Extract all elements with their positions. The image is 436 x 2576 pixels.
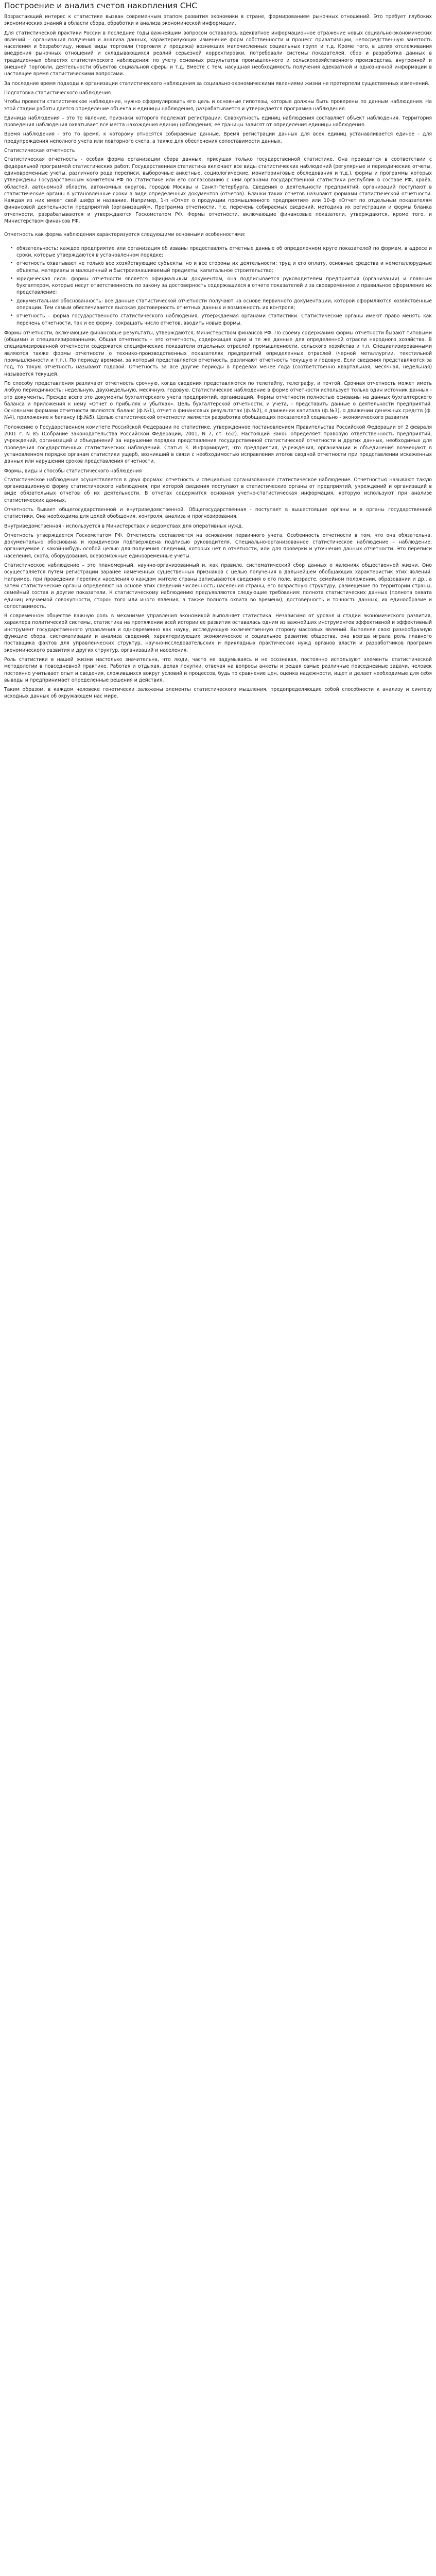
paragraph: Отчетность утверждается Госкомстатом РФ. Отчетность составляется на основании первичного учета. Особенность отчетности в том, что она обязательна, документально обоснована и юридически подтверждена подписью руководителя. Специально-организованное статистическое наблюдение – наблюдение, организуемое с какой-нибудь особой целью для получения сведений, которых нет в отчетности, или для проверки и уточнения данных отчетности. Это переписи населения, скота, оборудования, всевозможные единовременные учеты.	[4, 532, 432, 559]
paragraph: Возрастающий интерес к статистике вызван современным этапом развития экономики в стране, формированием рыночных отношений. Это требует глубоких экономических знаний в области сбора, обработки и анализа экономической информации.	[4, 14, 432, 27]
bullet-list	[4, 245, 432, 327]
spacer	[4, 227, 432, 231]
bullet-icon: •	[10, 245, 13, 251]
paragraph: Отчетность бывает общегосударственной и внутриведомственной. Общегосударственная - поступает в вышестоящие органы и в органы государственной статистики. Она необходима для целей обобщения, контроля, анализа и прогнозирования.	[4, 507, 432, 520]
spacer	[4, 241, 432, 245]
paragraph: Положение о Государственном комитете Российской Федерации по статистике, утвержденное постановлением Правительства Российской Федерации от 2 февраля 2001 г. N 85 (Собрание законодательства Российской Федерации, 2001, N 7, ст. 652). Настоящий Закон определяет правовую ответственность предприятий, учреждений, организаций и объединений за нарушение порядка представления государственной статистической отчетности и других данных, необходимых для проведения государственных статистических наблюдений. Статья 3. Информирует, что предприятия, учреждения, организации и объединения возмещают в установленном порядке органам статистики ущерб, возникший в связи с необходимостью исправления итогов сводной отчетности при представлении искаженных данных или нарушении сроков представления отчетности.	[4, 424, 432, 465]
paragraph: Таким образом, в каждом человеке генетически заложены элементы статистического мышления, предопределяющие собой способности к анализу и синтезу исходных данных об окружающем нас мире.	[4, 687, 432, 700]
paragraph: Роль статистики в нашей жизни настолько значительна, что люди, часто не задумываясь и не осознавая, постоянно используют элементы статистической методологии в повседневной практике. Работая и отдыхая, делая покупки, отвечая на вопросы анкеты и решая самые различные повседневные задачи, человек постоянно учитывает опыт и сведения, сложившихся вокруг условий и процессов, будь то сравнение цен, оценка надежности, ищет и делает необходимые для себя выводы и предпринимает определенные решения и действия.	[4, 656, 432, 683]
paragraph: Формы отчетности, включающие финансовые результаты, утверждаются, Министерством финансов РФ. По своему содержанию формы отчетности бывают типовыми (общими) и специализированными. Общая отчетность – это отчетность, содержащая одни и те же данные для определенной отрасли народного хозяйства. В специализированной отчетности содержатся специфические показатели отдельных отраслей промышленности, сельского хозяйства и т.п. Специализированными являются также формы отчетности о технико-производственных показателях предприятий определенных отраслей (черной металлургии, текстильной промышленности и т.п.). По периоду времени, за который представляется отчетность, различают отчетность текущую и годовую. Если сведения представляются за год, то такую отчетность называют годовой. Отчетность за все другие периоды в пределах менее года (соответственно квартальная, месячная, недельная) называется текущей.	[4, 330, 432, 377]
paragraph: Внутриведомственная - используется в Министерствах и ведомствах для оперативных нужд.	[4, 523, 243, 529]
list-item	[10, 276, 432, 296]
paragraph: Отчетность как форма наблюдения характеризуется следующими основными особенностями:	[4, 232, 246, 238]
paragraph: Чтобы провести статистическое наблюдение, нужно сформулировать его цель и основные гипотезы, которые должны быть проверены по данным наблюдения. На этой стадии работы дается определение объекта и единицы наблюдения, разрабатывается и утверждается программа наблюдения.	[4, 99, 432, 112]
paragraph: Для статистической практики России в последние годы важнейшим вопросом оставалось адекватное информационное отражение новых социально-экономических явлений – организация получения и анализа данных, характеризующих изменение форм собственности и процесс приватизации, непосредственную занятость населения и безработицу, новые виды торговли (торговля и продажа) возникших малочисленных социальных групп и т.д. Кроме того, в целях отслеживания внедрения рыночных отношений и складывающихся реалий серьезной корректировки, потребовали системы показателей, сбор и разработка данных в традиционных областях статистического наблюдения: по учету основных результатов промышленного и сельскохозяйственного производства, внутренней и внешней торговли, деятельности объектов социальной сферы и т.д. Вместе с тем, насущная необходимость получения адекватной и однозначной информации в настоящее время статистическими вопросами.	[4, 30, 432, 77]
paragraph: В современном обществе важную роль в механизме управления экономикой выполняет статистика. Независимо от уровня и стадии экономического развития, характера политической системы, статистика на протяжении всей истории ее развития оставалась одним из важнейших инструментов эффективной и эффективный инструмент государственного управления и одновременно как науку, исследующую количественную сторону массовых явлений. Выполняя свою разнообразную функцию сбора, систематизации и анализа сведений, характеризующих экономическое и социальное развитие общества, она всегда играла роль главного поставщика фактов для управленческих структур, научно-исследовательских и прикладных практических нужд органов власти и разработчиков программ экономического развития и других структур, организаций и населения.	[4, 613, 432, 653]
paragraph: За последние время подходы к организации статистического наблюдения за социально-экономическими явлениями жизни не претерпели существенных изменений.	[4, 80, 430, 87]
list-item	[10, 245, 432, 259]
paragraph: Единица наблюдения – это то явление, признаки которого подлежат регистрации. Совокупность единиц наблюдения составляет объект наблюдения. Территория проведения наблюдения охватывает все места нахождения единиц наблюдения; ее границы зависят от определения единицы наблюдения.	[4, 115, 432, 128]
bullet-icon: •	[10, 298, 13, 303]
list-item	[10, 298, 432, 312]
bullet-icon: •	[10, 276, 13, 281]
list-item-text: обязательность: каждое предприятие или организация об изваны предоставлять отчетные данные об определенном круге показателей по формам, в адресе и сроки, которые утверждаются в установленном порядке;	[16, 245, 432, 258]
list-item	[10, 313, 432, 327]
section-heading: Подготовка статистического наблюдения	[4, 90, 111, 96]
paragraph: Статистическое наблюдение – это планомерный, научно-организованный и, как правило, систематический сбор данных о явлениях общественной жизни. Оно осуществляется путем регистрации заранее намеченных существенных признаков с целью получения в дальнейшем обобщающих характеристик этих явлений. Например, при проведении переписи населения о каждом жителе страны записываются сведения о его поле, возрасте, семейном положении, образовании и др., а затем статистические органы определяют на основе этих сведений численность населения страны, его возрастную структуру, размещение по территории страны, семейный состав и другие показатели. К статистическому наблюдению предъявляются следующие требования: полнота статистических данных (полнота охвата единиц изучаемой совокупности, сторон того или иного явления, а также полнота охвата во времени); достоверность и точность данных; их единообразие и сопоставимость.	[4, 563, 432, 609]
list-item-text: отчетность охватывает не только все хозяйствующие субъекты, но и все стороны их деятельности: труд и его оплату, основные средства и неметаллорудные объекты, материалы и малоценный и быстроизнашиваемый предметы, капитальное строительство;	[16, 261, 432, 274]
page-title: Построение и анализ счетов накопления СНС	[4, 1, 198, 10]
article-body	[4, 13, 432, 700]
bullet-icon: •	[10, 313, 13, 319]
list-item-text: документальная обоснованность: все данные статистической отчетности получают на основе первичного документации, которой оформляются хозяйственные операции. Тем самым обеспечивается высокая достоверность отчетных данных и возможность их контроля;	[16, 298, 432, 311]
list-item	[10, 260, 432, 274]
document	[0, 0, 436, 708]
section-heading: Статистическая отчетность	[4, 148, 75, 154]
bullet-icon: •	[10, 261, 13, 266]
list-item-text: отчетность – форма государственного статистического наблюдения, утверждаемая органами статистики. Статистические органы имеют право менять как перечень отчетности, так и ее форму, сокращать число отчетов, вводить новые формы.	[16, 313, 432, 326]
paragraph: Время наблюдения - это то время, к которому относятся собираемые данные. Время регистрации данных для всех единиц устанавливается единое - для предупреждения неполного учета или повторного счета, а также для обеспечения сопоставимости данных.	[4, 131, 432, 144]
paragraph: Статистическое наблюдение осуществляется в двух формах: отчетность и специально организованное статистическое наблюдение. Отчетностью называют такую организационную форму статистического наблюдения, при которой сведения поступают в статистические органы от предприятий, учреждений и организаций в виде обязательных отчетов об их деятельности. В отчетах содержится основная учетно-статистическая информация, которую используют при анализе статистических данных.	[4, 477, 432, 503]
section-heading: Формы, виды и способы статистического наблюдения	[4, 468, 142, 474]
paragraph: По способу представления различают отчетность срочную, когда сведения представляются по телетайпу, телеграфу, и почтой. Срочная отчетность может иметь любую периодичность: недельную, двухнедельную, месячную, годовую. Статистическое наблюдение в форме отчетности использует только один источник данных - это документы. Прежде всего это документы бухгалтерского учета предприятий, организаций. Формы отчетности полностью основаны на данных бухгалтерского баланса и приложения к нему «Отчет о прибылях и убытках». Цель бухгалтерской отчетности, и учета, - представить данные о деятельности предприятий. Основными формами отчетности являются: баланс (ф.№1), отчет о финансовых результатах (ф.№2), о движении капитала (ф.№3), о движении денежных средств (ф.№4), приложение к балансу (ф.№5). Целью статистической отчетности является разработка обобщающих показателей социально - экономического развития.	[4, 380, 432, 421]
paragraph: Статистическая отчетность - особая форма организации сбора данных, присущая только государственной статистике. Она проводится в соответствии с федеральной программой статистических работ. Государственная статистика включает все виды статистических наблюдений (регулярные и периодические отчеты, единовременные учеты, различного рода переписи, выборочные анкетные, социологические, мониторинговые обследования и т.д.), формы и программы которых утверждены Государственным комитетом РФ по статистике или его согласованию с ним органами государственной статистики республик в составе РФ, краёв, областей, автономной области, автономных округов, городов Москвы и Санкт-Петербурга. Сведения о деятельности предприятий, организаций поступают в статистические органы в установленные сроки в виде определенных документов (отчетов). Бланки таких отчетов называют формами статистической отчетности. Каждая из них имеет свой шифр и название. Например, 1-п «Отчет о продукции промышленного предприятия» или 10-ф «Отчет по отдельным показателям финансовой деятельности предприятий (организаций)». Программа отчетности, т.е. перечень собираемых сведений, методика их регистрации и формы бланка отчетности, разрабатываются и утверждаются Госкомстатом РФ. Формы отчетности, включающие финансовые показатели, утверждаются, кроме того, и Министерством финансов РФ.	[4, 157, 432, 225]
list-item-text: юридическая сила: формы отчетности является официальным документом, она подписывается руководителем предприятия (организации) и главным бухгалтером, которые несут ответственность по закону за достоверность содержащихся в отчете показателей и за своевременное и правильное оформление их представление;	[16, 276, 432, 296]
